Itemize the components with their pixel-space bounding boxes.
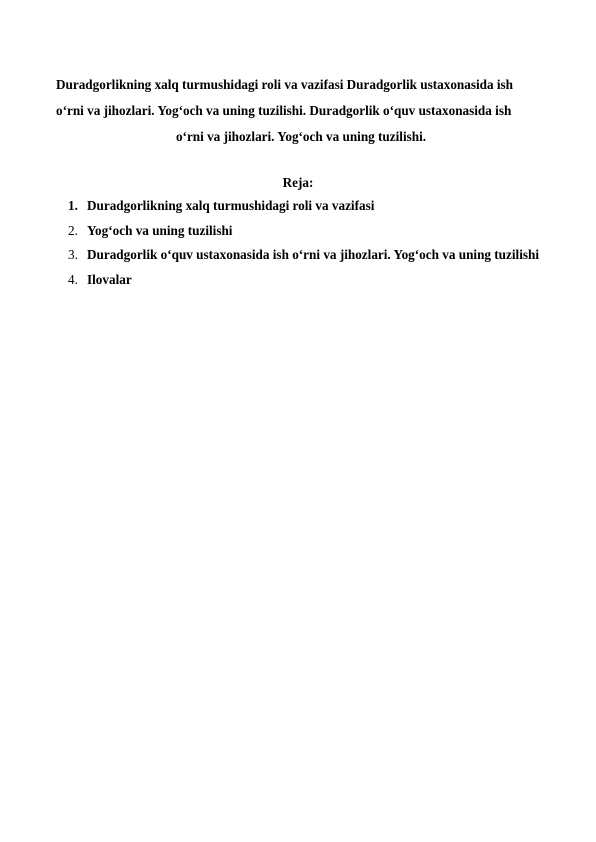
plan-item-text: Duradgorlikning xalq turmushidagi roli va vazifasi (87, 198, 375, 213)
plan-item (68, 194, 545, 219)
plan-item-text: Duradgorlik oʻquv ustaxonasida ish oʻrni va jihozlari. Yogʻoch va uning tuzilishi (87, 247, 539, 262)
plan-heading: Reja: (282, 175, 314, 190)
plan-item-number: 1. (68, 198, 78, 213)
plan-item-text: Yogʻoch va uning tuzilishi (87, 222, 233, 238)
plan-list (68, 194, 545, 292)
plan-item-text: Ilovalar (87, 271, 132, 287)
plan-item (68, 268, 545, 293)
title-line-3: oʻrni va jihozlari. Yogʻoch va uning tuzilishi. (175, 129, 427, 144)
plan-item-number: 3. (68, 247, 78, 262)
title-line-1: Duradgorlikning xalq turmushidagi roli va vazifasi Duradgorlik ustaxonasida ish (56, 77, 514, 92)
plan-item (68, 219, 545, 244)
plan-item-number: 2. (68, 222, 78, 238)
plan-item-number: 4. (68, 271, 78, 287)
title-line-2: oʻrni va jihozlari. Yogʻoch va uning tuzilishi. Duradgorlik oʻquv ustaxonasida ish (56, 103, 512, 118)
plan-item (68, 243, 545, 268)
document-title (56, 72, 546, 150)
